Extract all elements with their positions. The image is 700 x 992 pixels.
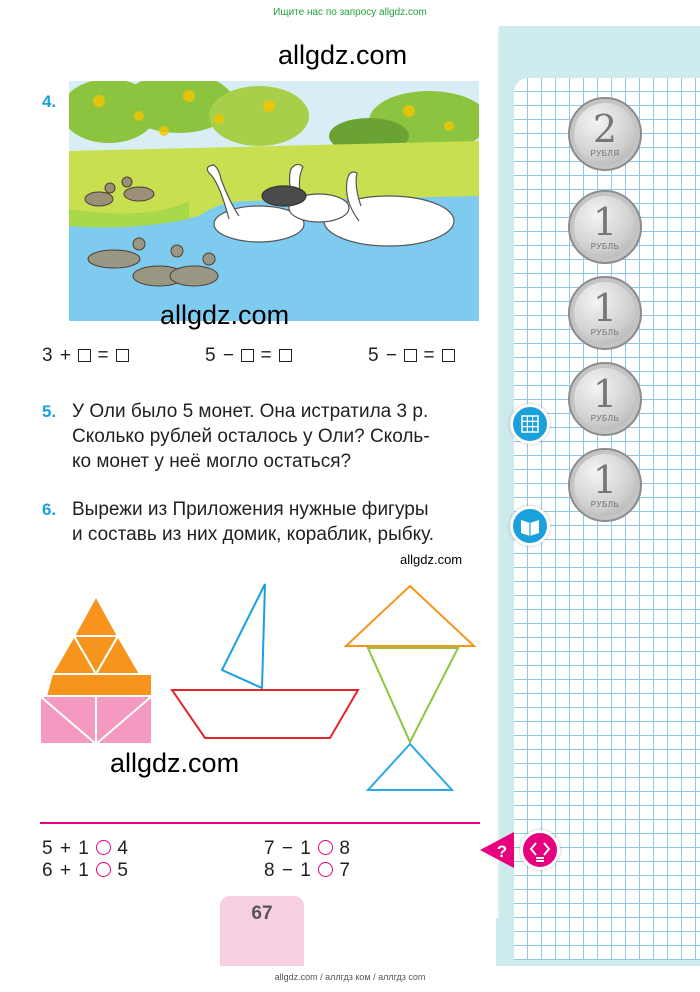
coin-1-ruble: 1 РУБЛЬ: [568, 362, 642, 436]
answer-box: [78, 349, 91, 362]
task-number: 4.: [42, 92, 57, 111]
book-icon[interactable]: [510, 506, 550, 546]
compare-circle: [318, 862, 333, 877]
fish-figure: [346, 586, 474, 790]
grid-icon[interactable]: [510, 404, 550, 444]
answer-box: [116, 349, 129, 362]
task-number: 6.: [42, 500, 57, 519]
watermark: allgdz.com: [400, 552, 463, 567]
equation: 5 − =: [368, 345, 455, 367]
comparison: 5 + 1 4: [42, 838, 129, 859]
watermark: allgdz.com: [110, 748, 240, 778]
comparison: 7 − 1 8: [264, 838, 351, 859]
text-line: У Оли было 5 монет. Она истратила 3 р.: [72, 401, 429, 422]
task-6-text: [72, 497, 480, 547]
equation: 5 − =: [205, 345, 292, 367]
question-icon[interactable]: [478, 830, 518, 870]
svg-text:?: ?: [496, 842, 508, 861]
compare-circle: [96, 862, 111, 877]
coin-1-ruble: 1 РУБЛЬ: [568, 190, 642, 264]
text-line: Вырежи из Приложения нужные фигуры: [72, 499, 429, 520]
watermark: allgdz.com: [278, 40, 408, 70]
comparison: 8 − 1 7: [264, 860, 351, 881]
footer-note: allgdz.com / аллгдз ком / аллгдз com: [274, 972, 426, 982]
top-note: Ищите нас по запросу allgdz.com: [273, 7, 427, 18]
birds-illustration: [69, 81, 479, 321]
coin-1-ruble: 1 РУБЛЬ: [568, 276, 642, 350]
task-number: 5.: [42, 402, 57, 421]
answer-box: [241, 349, 254, 362]
answer-box: [442, 349, 455, 362]
text-line: и составь из них домик, кораблик, рыбку.: [72, 524, 435, 545]
answer-box: [279, 349, 292, 362]
task-5-text: [72, 399, 480, 474]
answer-box: [404, 349, 417, 362]
compare-circle: [96, 840, 111, 855]
section-divider: [40, 822, 480, 824]
coin-2-rubles: 2 РУБЛЯ: [568, 97, 642, 171]
coin-1-ruble: 1 РУБЛЬ: [568, 448, 642, 522]
compare-circle: [318, 840, 333, 855]
equation: 3 + =: [42, 345, 129, 367]
watermark: allgdz.com: [160, 300, 290, 330]
text-line: Сколько рублей осталось у Оли? Сколь-: [72, 426, 430, 447]
page-number: 67: [251, 903, 273, 924]
text-line: ко монет у неё могло остаться?: [72, 451, 352, 472]
boat-figure: [172, 584, 358, 738]
house-figure: [40, 596, 152, 744]
compare-icon[interactable]: [520, 830, 560, 870]
comparison: 6 + 1 5: [42, 860, 129, 881]
shapes-figures: [40, 578, 480, 798]
